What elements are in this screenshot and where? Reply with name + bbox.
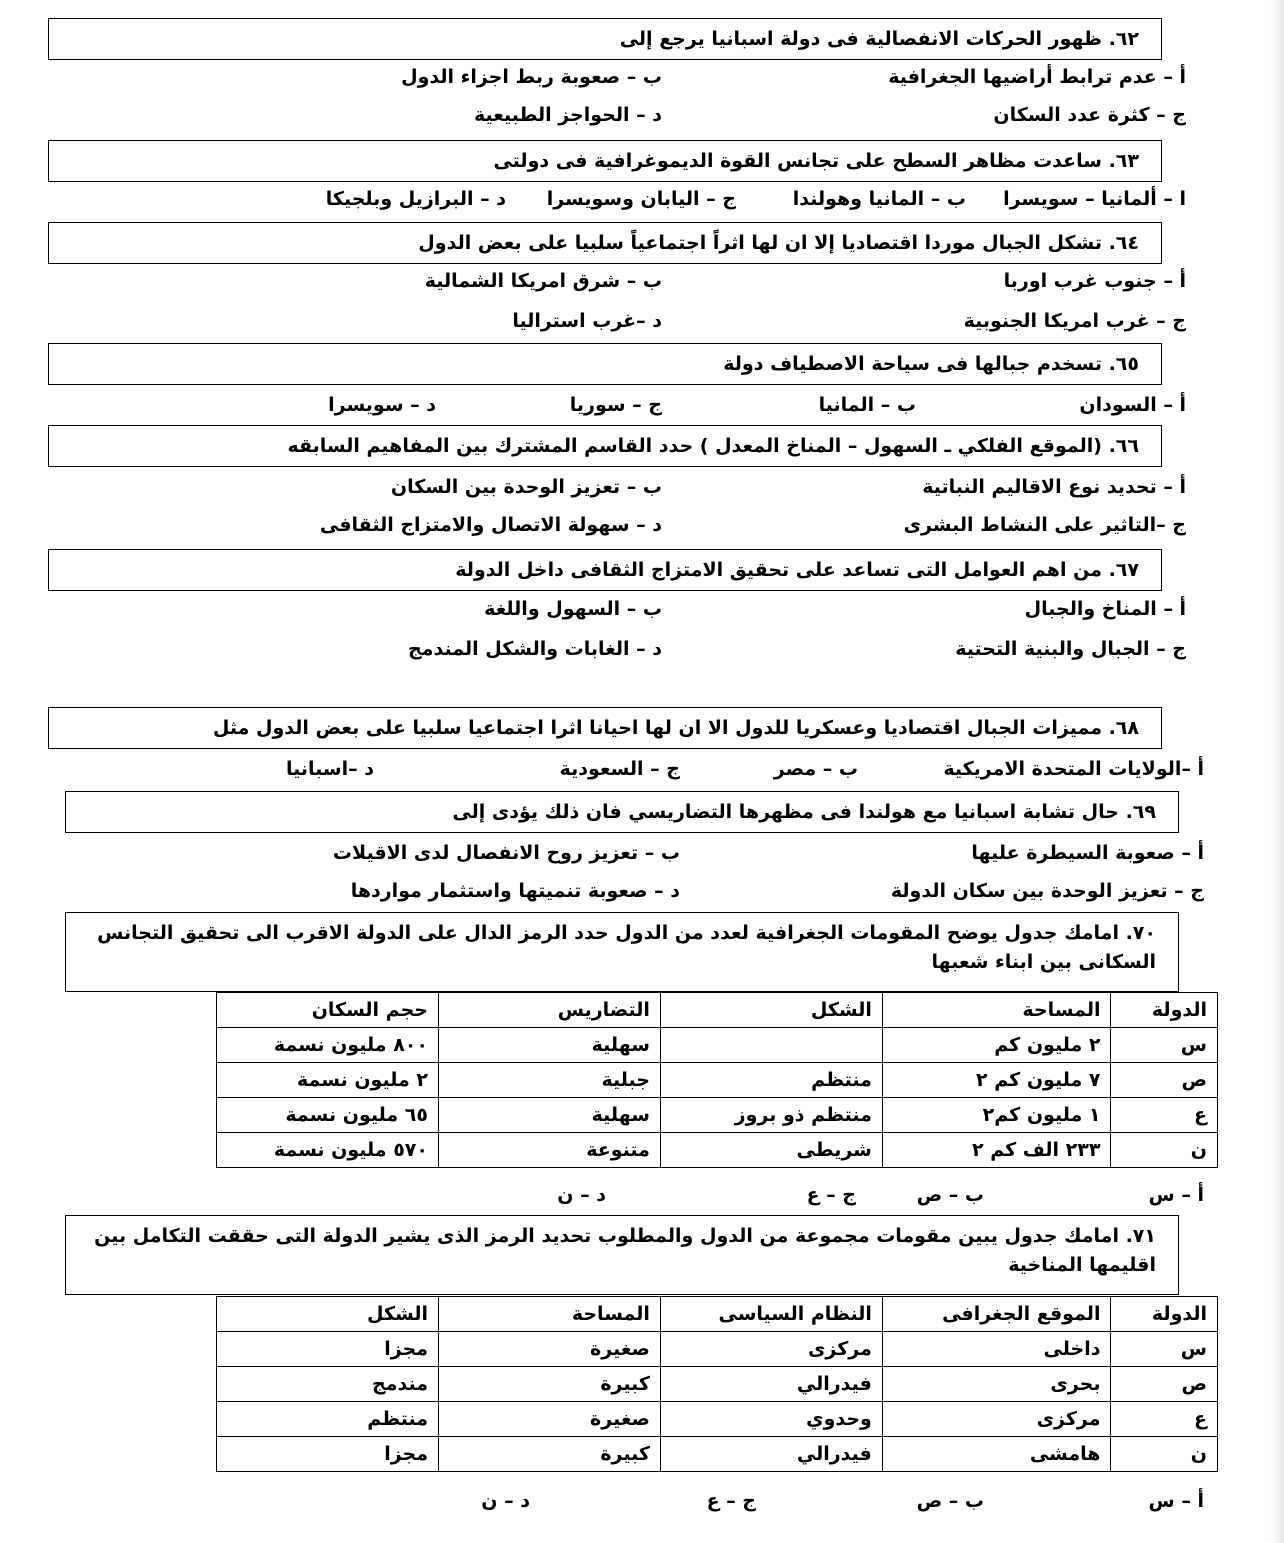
table-cell: مركزى	[660, 1332, 882, 1367]
q71-option-a[interactable]: أ – س	[1148, 1490, 1204, 1512]
table-cell: ع	[1111, 1098, 1218, 1133]
q67-option-a[interactable]: أ – المناخ والجبال	[1024, 598, 1186, 620]
table-row	[217, 1098, 1218, 1133]
q64-option-b[interactable]: ب – شرق امريكا الشمالية	[424, 270, 662, 292]
question-69-text: ٦٩. حال تشابة اسبانيا مع هولندا فى مظهرها التضاريسي فان ذلك يؤدى إلى	[452, 801, 1156, 823]
question-65-text: ٦٥. تسخدم جبالها فى سياحة الاصطياف دولة	[723, 353, 1139, 375]
q65-option-d[interactable]: د – سويسرا	[328, 394, 436, 416]
table-cell: داخلى	[882, 1332, 1111, 1367]
table-cell: ٦٥ مليون نسمة	[217, 1098, 439, 1133]
table-row	[217, 1437, 1218, 1472]
q66-option-c[interactable]: ج –التاثير على النشاط البشرى	[903, 514, 1186, 536]
q62-option-b[interactable]: ب – صعوبة ربط اجزاء الدول	[401, 66, 662, 88]
table-cell: ن	[1111, 1437, 1218, 1472]
q71-option-d[interactable]: د – ن	[481, 1490, 530, 1512]
question-68	[48, 707, 1162, 749]
table-cell: شريطى	[660, 1133, 882, 1168]
table-cell: ص	[1111, 1367, 1218, 1402]
table-cell: ٢ مليون نسمة	[217, 1063, 439, 1098]
q63-option-a[interactable]: ا – ألمانيا – سويسرا	[1003, 188, 1186, 210]
table-cell: ع	[1111, 1402, 1218, 1437]
q67-option-d[interactable]: د – الغابات والشكل المندمج	[408, 638, 662, 660]
table-header-cell: التضاريس	[438, 993, 660, 1028]
question-66-text: ٦٦. (الموقع الفلكي ـ السهول – المناخ المعدل ) حدد القاسم المشترك بين المفاهيم السابقه	[287, 435, 1139, 457]
table-row	[217, 1332, 1218, 1367]
question-67	[48, 549, 1162, 591]
table-cell: جبلية	[438, 1063, 660, 1098]
q69-option-b[interactable]: ب – تعزيز روح الانفصال لدى الاقيلات	[332, 842, 680, 864]
table-row	[217, 1028, 1218, 1063]
table-header-cell: حجم السكان	[217, 993, 439, 1028]
q71-option-c[interactable]: ج – ع	[706, 1490, 756, 1512]
table-row	[217, 1402, 1218, 1437]
q67-option-c[interactable]: ج – الجبال والبنية التحتية	[955, 638, 1186, 660]
table-header-cell: الدولة	[1111, 1297, 1218, 1332]
q63-option-d[interactable]: د – البرازيل وبلجيكا	[325, 188, 506, 210]
question-68-text: ٦٨. مميزات الجبال اقتصاديا وعسكريا للدول الا ان لها احيانا اثرا اجتماعيا سلبيا على بعض الدول مثل	[212, 717, 1139, 739]
q69-option-d[interactable]: د – صعوبة تنميتها واستثمار مواردها	[350, 880, 680, 902]
table-header-row	[217, 1297, 1218, 1332]
table-cell: صغيرة	[438, 1402, 660, 1437]
q62-option-d[interactable]: د – الحواجز الطبيعية	[473, 104, 662, 126]
table-cell: ١ مليون كم٢	[882, 1098, 1111, 1133]
question-71-text: ٧١. امامك جدول يبين مقومات مجموعة من الدول والمطلوب تحديد الرمز الذى يشير الدولة التى حققت التكامل بين اقليمها المناخية	[94, 1225, 1156, 1276]
q71-option-b[interactable]: ب – ص	[916, 1490, 984, 1512]
table-cell: مجزا	[217, 1332, 439, 1367]
table-header-cell: الدولة	[1111, 993, 1218, 1028]
question-62-text: ٦٢. ظهور الحركات الانفصالية فى دولة اسبانيا يرجع إلى	[619, 28, 1139, 50]
table-header-cell: النظام السياسى	[660, 1297, 882, 1332]
q65-option-b[interactable]: ب – المانيا	[818, 394, 916, 416]
table-cell: فيدرالي	[660, 1437, 882, 1472]
table-cell: مركزى	[882, 1402, 1111, 1437]
q63-option-c[interactable]: ج – اليابان وسويسرا	[546, 188, 736, 210]
table-row	[217, 1133, 1218, 1168]
q62-option-c[interactable]: ج – كثرة عدد السكان	[993, 104, 1186, 126]
table-cell: كبيرة	[438, 1437, 660, 1472]
table-cell: هامشى	[882, 1437, 1111, 1472]
table-header-cell: المساحة	[438, 1297, 660, 1332]
question-70-text: ٧٠. امامك جدول يوضح المقومات الجغرافية لعدد من الدول حدد الرمز الدال على الدولة الاقرب الى تحقيق التجانس السكانى بين ابناء شعبها	[97, 922, 1156, 973]
question-69	[65, 791, 1179, 833]
table-cell: كبيرة	[438, 1367, 660, 1402]
question-62	[48, 18, 1162, 60]
table-cell: بحرى	[882, 1367, 1111, 1402]
q62-option-a[interactable]: أ – عدم ترابط أراضيها الجغرافية	[888, 66, 1186, 88]
question-70	[65, 912, 1179, 992]
table-cell: ص	[1111, 1063, 1218, 1098]
table-cell: ٥٧٠ مليون نسمة	[217, 1133, 439, 1168]
table-cell	[660, 1028, 882, 1063]
question-71	[65, 1215, 1179, 1295]
table-header-cell: المساحة	[882, 993, 1111, 1028]
question-66	[48, 425, 1162, 467]
q71-table	[216, 1296, 1218, 1472]
q69-option-a[interactable]: أ – صعوبة السيطرة عليها	[971, 842, 1204, 864]
q70-option-d[interactable]: د – ن	[557, 1184, 606, 1206]
q64-option-d[interactable]: د –غرب استراليا	[512, 310, 662, 332]
question-63-text: ٦٣. ساعدت مظاهر السطح على تجانس القوة الديموغرافية فى دولتى	[493, 150, 1139, 172]
table-cell: ٢٣٣ الف كم ٢	[882, 1133, 1111, 1168]
table-header-cell: الموقع الجغرافى	[882, 1297, 1111, 1332]
table-cell: ن	[1111, 1133, 1218, 1168]
q68-option-a[interactable]: أ –الولايات المتحدة الامريكية	[943, 758, 1204, 780]
table-cell: مجزا	[217, 1437, 439, 1472]
question-63	[48, 140, 1162, 182]
q68-option-c[interactable]: ج – السعودية	[559, 758, 680, 780]
table-cell: مندمج	[217, 1367, 439, 1402]
table-header-row	[217, 993, 1218, 1028]
question-64-text: ٦٤. تشكل الجبال موردا اقتصاديا إلا ان لها اثراً اجتماعياً سلبيا على بعض الدول	[418, 232, 1139, 254]
table-row	[217, 1063, 1218, 1098]
table-cell: ٨٠٠ مليون نسمة	[217, 1028, 439, 1063]
q63-option-b[interactable]: ب – المانيا وهولندا	[792, 188, 966, 210]
table-cell: سهلية	[438, 1028, 660, 1063]
q66-option-a[interactable]: أ – تحديد نوع الاقاليم النباتية	[922, 476, 1186, 498]
q66-option-d[interactable]: د – سهولة الاتصال والامتزاج الثقافى	[319, 514, 662, 536]
table-cell: سهلية	[438, 1098, 660, 1133]
q65-option-a[interactable]: أ – السودان	[1079, 394, 1186, 416]
q64-option-a[interactable]: أ – جنوب غرب اوربا	[1003, 270, 1186, 292]
table-cell: فيدرالي	[660, 1367, 882, 1402]
q64-option-c[interactable]: ج – غرب امريكا الجنوبية	[963, 310, 1186, 332]
q70-option-a[interactable]: أ – س	[1148, 1184, 1204, 1206]
question-65	[48, 343, 1162, 385]
q69-option-c[interactable]: ج – تعزيز الوحدة بين سكان الدولة	[890, 880, 1204, 902]
q68-option-d[interactable]: د –اسبانيا	[286, 758, 374, 780]
q67-option-b[interactable]: ب – السهول واللغة	[484, 598, 662, 620]
table-cell: منتظم	[217, 1402, 439, 1437]
question-64	[48, 222, 1162, 264]
question-67-text: ٦٧. من اهم العوامل التى تساعد على تحقيق الامتزاج الثقافى داخل الدولة	[455, 559, 1139, 581]
q66-option-b[interactable]: ب – تعزيز الوحدة بين السكان	[390, 476, 662, 498]
table-cell: متنوعة	[438, 1133, 660, 1168]
q70-table	[216, 992, 1218, 1168]
table-cell: س	[1111, 1332, 1218, 1367]
table-row	[217, 1367, 1218, 1402]
table-cell: منتظم ذو بروز	[660, 1098, 882, 1133]
table-cell: صغيرة	[438, 1332, 660, 1367]
table-cell: س	[1111, 1028, 1218, 1063]
table-cell: ٢ مليون كم	[882, 1028, 1111, 1063]
table-cell: وحدوي	[660, 1402, 882, 1437]
table-cell: ٧ مليون كم ٢	[882, 1063, 1111, 1098]
table-cell: منتظم	[660, 1063, 882, 1098]
q70-option-b[interactable]: ب – ص	[916, 1184, 984, 1206]
q65-option-c[interactable]: ج – سوريا	[569, 394, 662, 416]
q70-option-c[interactable]: ج – ع	[806, 1184, 856, 1206]
table-header-cell: الشكل	[660, 993, 882, 1028]
table-header-cell: الشكل	[217, 1297, 439, 1332]
q68-option-b[interactable]: ب – مصر	[773, 758, 858, 780]
